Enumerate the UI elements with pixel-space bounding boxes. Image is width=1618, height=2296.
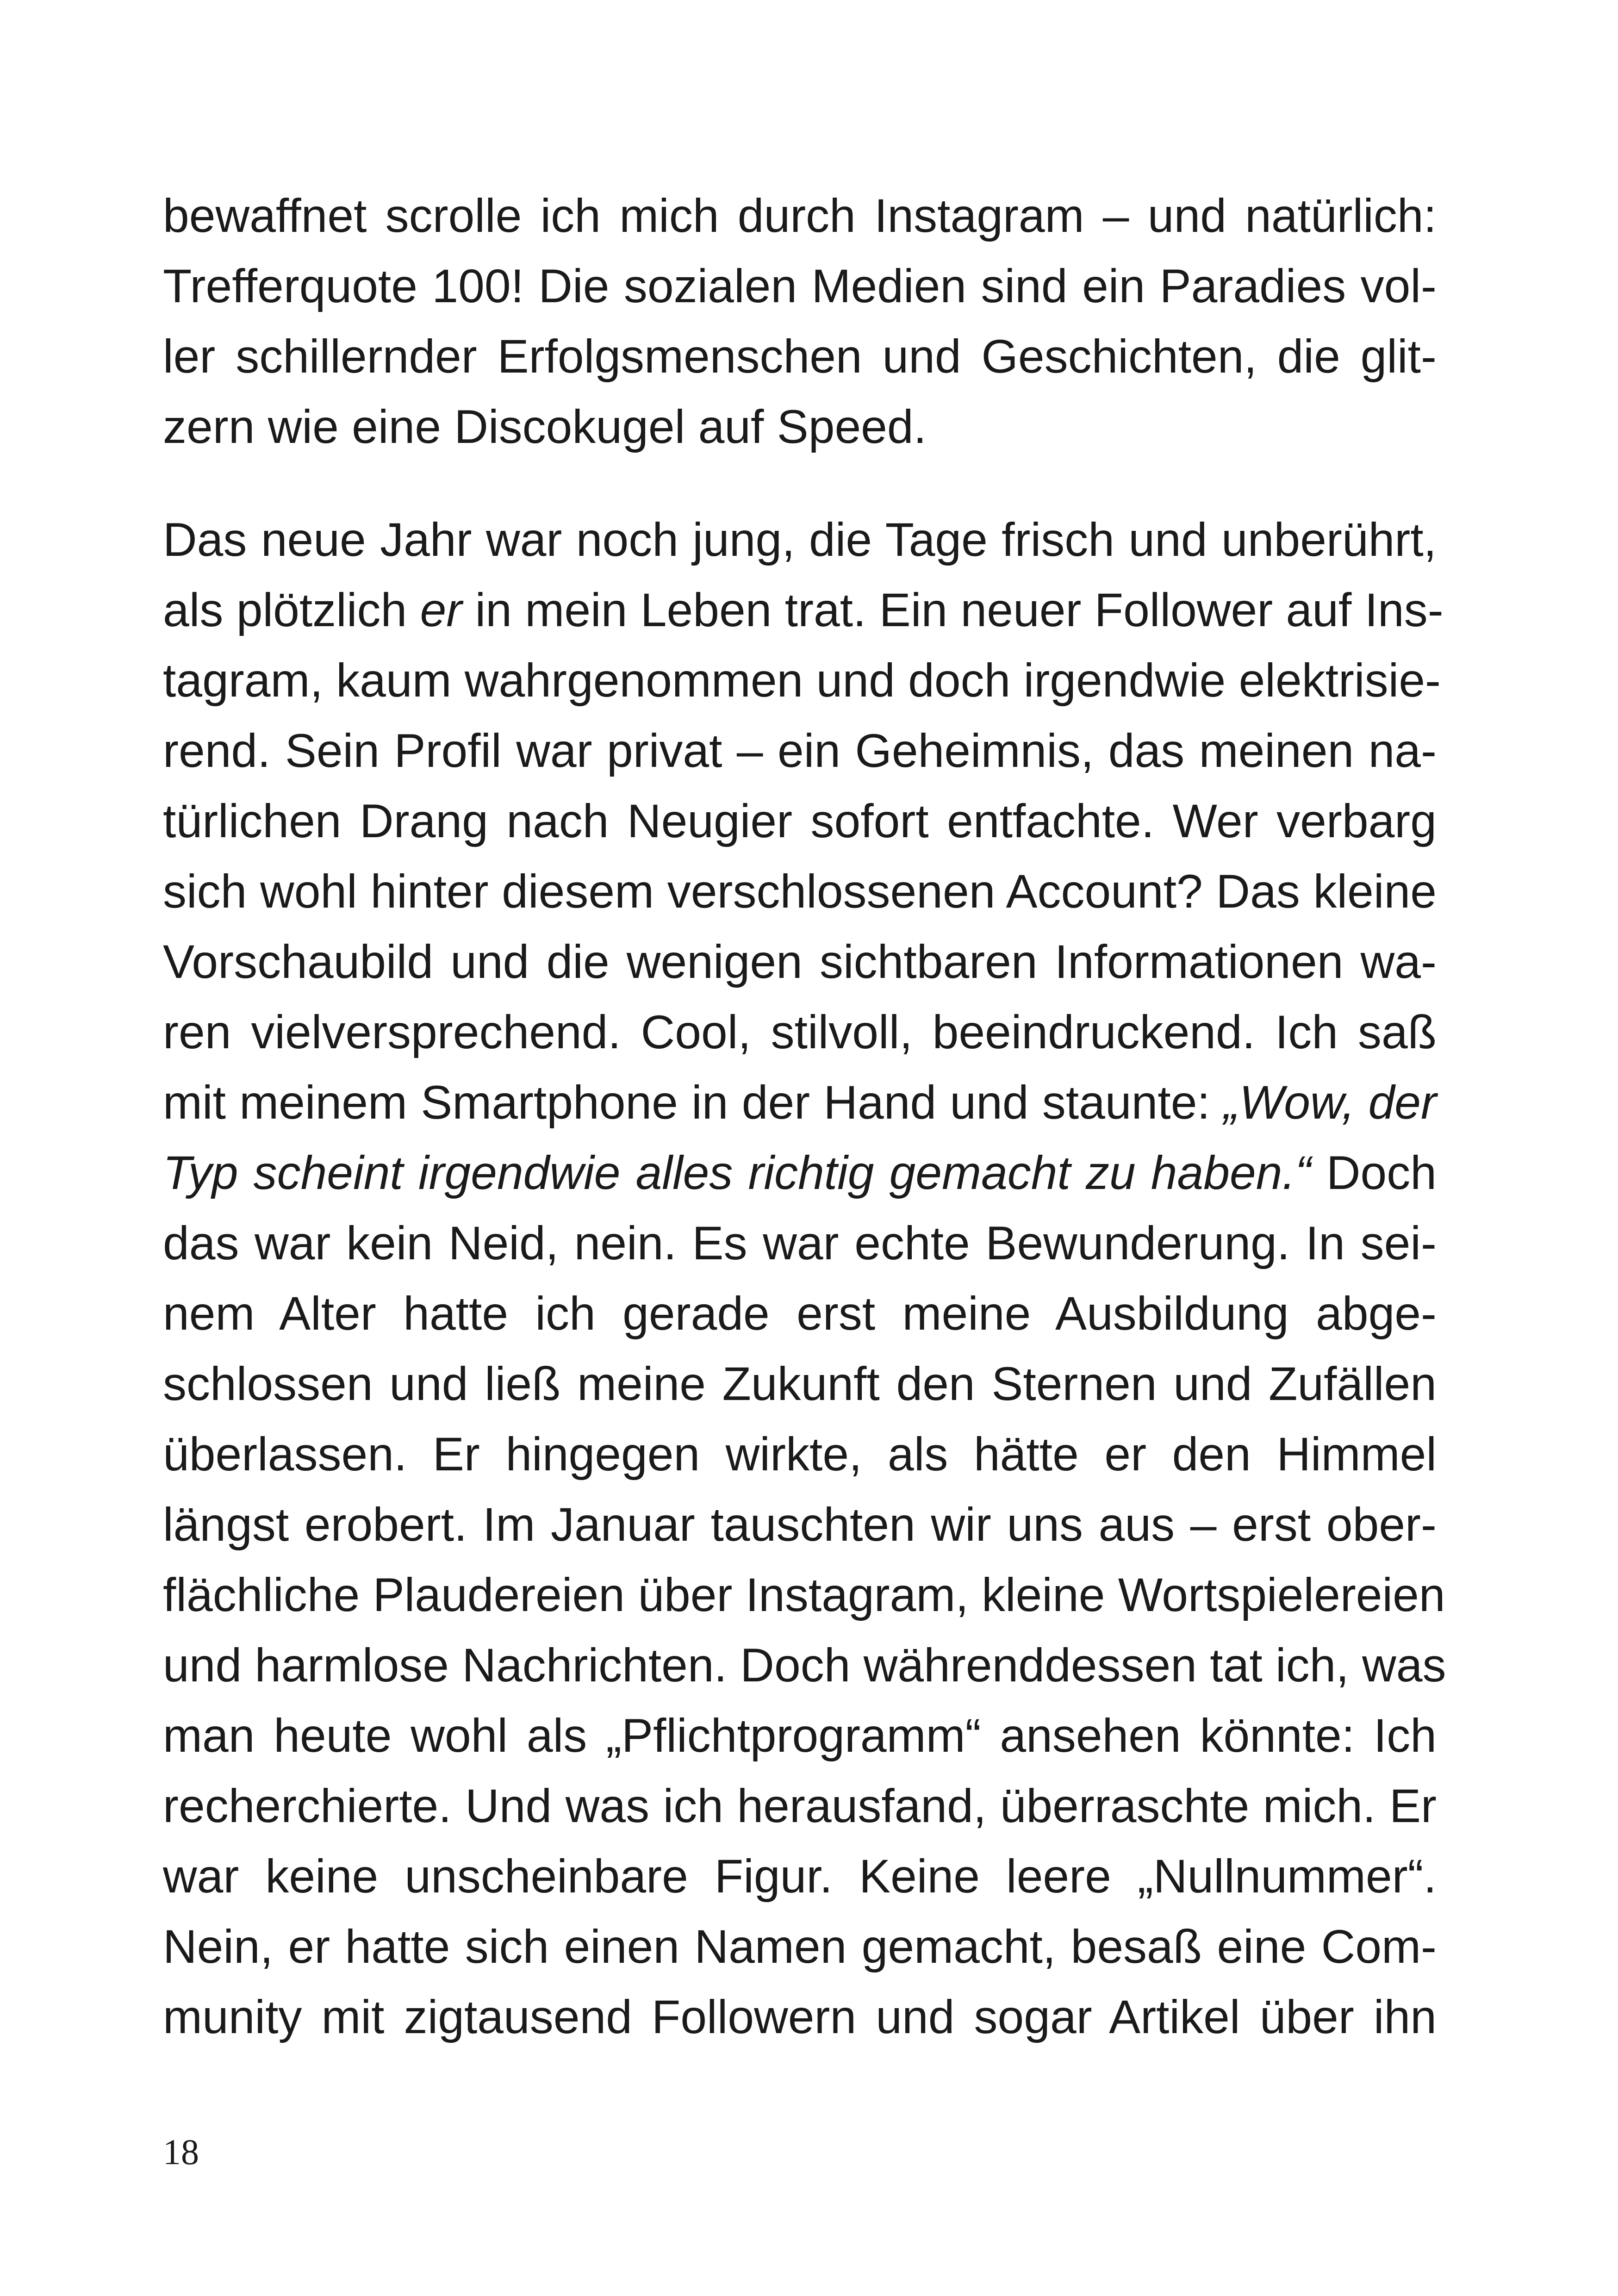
text-segment: bewaffnet scrolle ich mich durch Instagram – und natürlich: [163, 189, 1437, 242]
text-segment: Vorschaubild und die wenigen sichtbaren Informationen wa- [163, 935, 1437, 988]
text-segment: munity mit zigtausend Followern und sogar Artikel über ihn [163, 1991, 1437, 2043]
text-line [163, 997, 1437, 1067]
text-line [163, 1208, 1437, 1278]
text-line [163, 1067, 1437, 1138]
text-segment: ren vielversprechend. Cool, stilvoll, beeindruckend. Ich saß [163, 1006, 1437, 1058]
italic-text: er [420, 584, 462, 636]
text-line [163, 1630, 1446, 1700]
text-line [163, 856, 1437, 927]
text-segment: tagram, kaum wahrgenommen und doch irgendwie elektrisie- [163, 654, 1441, 707]
text-segment: nem Alter hatte ich gerade erst meine Ausbildung abge- [163, 1287, 1437, 1340]
text-segment: Doch [1311, 1146, 1437, 1199]
text-line [163, 321, 1437, 392]
text-segment: rend. Sein Profil war privat – ein Geheimnis, das meinen na- [163, 724, 1437, 777]
text-line [163, 575, 1444, 645]
text-line [163, 786, 1437, 856]
text-segment: überlassen. Er hingegen wirkte, als hätte er den Himmel [163, 1428, 1437, 1481]
text-line [163, 716, 1437, 786]
italic-text: Typ scheint irgendwie alles richtig gemacht zu haben.“ [163, 1146, 1311, 1199]
text-line [163, 1349, 1437, 1419]
text-segment: mit meinem Smartphone in der Hand und staunte: [163, 1076, 1224, 1129]
text-segment: war keine unscheinbare Figur. Keine leere „Nullnummer“. [163, 1850, 1437, 1903]
text-line [163, 1489, 1437, 1560]
text-line [163, 645, 1441, 716]
text-segment: man heute wohl als „Pflichtprogramm“ ansehen könnte: Ich [163, 1709, 1437, 1762]
italic-text: „Wow, der [1224, 1076, 1437, 1129]
text-segment: Trefferquote 100! Die sozialen Medien sind ein Paradies vol- [163, 260, 1437, 312]
page-number: 18 [163, 2132, 199, 2172]
paragraph-2 [163, 504, 1446, 2052]
text-line [163, 1700, 1437, 1771]
text-segment: sich wohl hinter diesem verschlossenen Account? Das kleine [163, 865, 1437, 918]
text-line [163, 1278, 1437, 1349]
text-line [163, 392, 1437, 462]
text-line [163, 1911, 1437, 1982]
text-segment: flächliche Plaudereien über Instagram, kleine Wortspielereien [163, 1568, 1445, 1621]
text-line [163, 180, 1437, 251]
text-line [163, 1138, 1437, 1208]
text-segment: längst erobert. Im Januar tauschten wir uns aus – erst ober- [163, 1498, 1437, 1551]
text-segment: zern wie eine Discokugel auf Speed. [163, 400, 927, 453]
text-line [163, 1841, 1437, 1911]
text-line [163, 1982, 1437, 2052]
paragraph-1 [163, 180, 1437, 462]
text-line [163, 1560, 1445, 1630]
text-segment: das war kein Neid, nein. Es war echte Bewunderung. In sei- [163, 1217, 1437, 1269]
text-segment: in mein Leben trat. Ein neuer Follower auf Ins- [462, 584, 1444, 636]
text-segment: und harmlose Nachrichten. Doch währenddessen tat ich, was [163, 1639, 1446, 1692]
text-segment: schlossen und ließ meine Zukunft den Sternen und Zufällen [163, 1357, 1437, 1410]
text-segment: als plötzlich [163, 584, 420, 636]
text-segment: recherchierte. Und was ich herausfand, überraschte mich. Er [163, 1780, 1437, 1832]
text-segment: ler schillernder Erfolgsmenschen und Geschichten, die glit- [163, 330, 1437, 383]
text-line [163, 1771, 1437, 1841]
text-line [163, 927, 1437, 997]
text-line [163, 251, 1437, 321]
text-segment: türlichen Drang nach Neugier sofort entfachte. Wer verbarg [163, 795, 1437, 847]
text-segment: Nein, er hatte sich einen Namen gemacht, besaß eine Com- [163, 1920, 1437, 1973]
text-segment: Das neue Jahr war noch jung, die Tage frisch und unberührt, [163, 513, 1437, 566]
text-line [163, 1419, 1437, 1489]
text-line [163, 504, 1437, 575]
